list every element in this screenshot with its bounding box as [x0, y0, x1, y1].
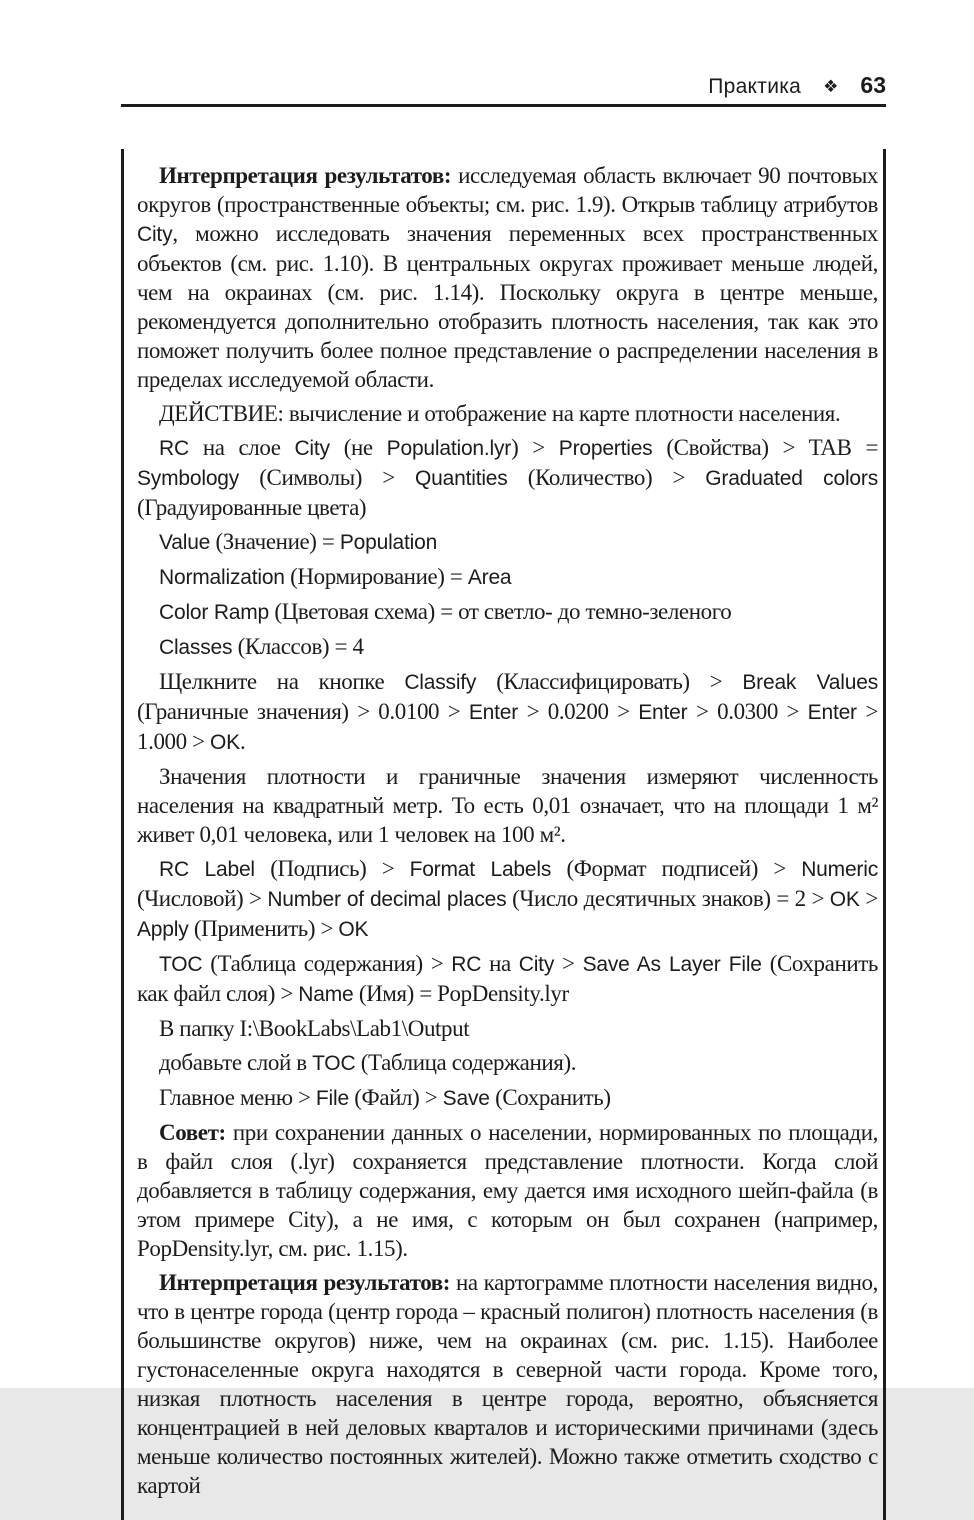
ui-term: RC Label — [159, 858, 255, 881]
text-run: ДЕЙСТВИЕ: вычисление и отображение на карте плотности населения. — [159, 401, 841, 426]
paragraph — [137, 161, 878, 394]
text-run: (Граничные значения) > 0.0100 > — [137, 699, 469, 724]
text-run: > — [859, 886, 879, 911]
ui-term: OK — [338, 918, 369, 941]
paragraph — [137, 1014, 878, 1043]
paragraph — [137, 949, 878, 1009]
text-run: (Имя) = PopDensity.lyr — [353, 981, 569, 1006]
running-head — [121, 0, 886, 99]
text-run: (Цветовая схема) = от светло- до темно-зеленого — [269, 599, 732, 624]
ui-term: Value — [159, 531, 211, 554]
text-run: В папку I:\BookLabs\Lab1\Output — [159, 1016, 470, 1041]
text-run: на — [481, 951, 519, 976]
ui-term: OK — [210, 731, 240, 754]
ui-term: TOC — [159, 953, 203, 976]
text-run: Главное меню > — [159, 1085, 316, 1110]
paragraph — [137, 667, 878, 757]
text-run: добавьте слой в — [159, 1050, 313, 1075]
page-frame — [121, 0, 886, 1520]
ui-term: Normalization — [159, 566, 285, 589]
ui-term: City — [137, 223, 173, 246]
paragraph — [137, 632, 878, 662]
text-run: (Классов) = 4 — [232, 634, 364, 659]
paragraph — [137, 1268, 878, 1500]
ui-term: RC — [451, 953, 482, 976]
text-run: (Сохранить) — [489, 1085, 611, 1110]
paragraph — [137, 527, 878, 557]
text-run: (Подпись) > — [254, 856, 410, 881]
ui-term: Save As Layer File — [582, 953, 762, 976]
ui-term: Area — [467, 566, 512, 589]
ui-term: Break Values — [742, 671, 879, 694]
text-run: при сохранении данных о населении, нормированных по площади, в файл слоя (.lyr) сохраняется представление плотности. Когда слой добавляется в таблицу содержания, ему дается имя исходного шейп-файла (в этом примере City), а не имя, с которым он был сохранен (например, PopDensity.lyr, см. рис. 1.15). — [137, 1120, 878, 1261]
ui-term: Quantities — [415, 467, 508, 490]
text-run: , можно исследовать значения переменных всех пространственных объектов (см. рис. 1.10). В центральных округах проживает меньше людей, чем на окраинах (см. рис. 1.14). Поскольку округа в центре меньше, рекомендуется дополнительно отобразить плотность населения, так как это поможет получить более полное представление о распределении населения в пределах исследуемой области. — [137, 221, 878, 392]
paragraph — [137, 562, 878, 592]
text-run: (Свойства) > TAB = — [652, 435, 879, 460]
paragraph — [137, 433, 878, 522]
text-run: . — [239, 729, 246, 754]
text-run: (Числовой) > — [137, 886, 268, 911]
ui-term: OK — [829, 888, 860, 911]
text-run: Щелкните на кнопке — [159, 669, 405, 694]
text-run: на картограмме плотности населения видно, что в центре города (центр города – красный полигон) плотность населения (в большинстве округов) ниже, чем на окраинах (см. рис. 1.15). Наиболее густонаселенные округа находятся в северной части города. Кроме того, низкая плотность населения в центре города, вероятно, объясняется концентрацией в ней деловых кварталов и историческими причинами (здесь меньше количество постоянных жителей). Можно также отметить сходство с картой — [137, 1270, 878, 1498]
ui-term: Classify — [404, 671, 477, 694]
ui-term: Enter — [807, 701, 857, 724]
paragraph — [137, 597, 878, 627]
ui-term: City — [294, 437, 330, 460]
ui-term: Population.lyr — [386, 437, 512, 460]
header-rule — [121, 104, 886, 107]
text-run: (Градуированные цвета) — [137, 495, 367, 520]
ui-term: Enter — [638, 701, 688, 724]
paragraph — [137, 1083, 878, 1113]
text-run: (Символы) > — [239, 465, 416, 490]
text-run: исследуемая область включает 90 почтовых округов (пространственные объекты; см. рис. 1.9). Открыв таблицу атрибутов — [137, 163, 878, 217]
text-run: (Таблица содержания) > — [202, 951, 452, 976]
text-run: > 0.0200 > — [518, 699, 639, 724]
text-run: > 1.000 > — [137, 699, 878, 754]
text-run: Совет: — [159, 1120, 226, 1145]
text-run: (Сохранить как файл слоя) > — [137, 951, 879, 1006]
text-run: Значения плотности и граничные значения измеряют численность населения на квадратный метр. То есть 0,01 означает, что на площади 1 м² живет 0,01 человека, или 1 человек на 100 м². — [137, 764, 878, 847]
paragraph — [137, 399, 878, 428]
text-run: (Нормирование) = — [284, 564, 468, 589]
text-run: > — [554, 951, 583, 976]
text-run: (Формат подписей) > — [551, 856, 802, 881]
ui-term: Number of decimal places — [267, 888, 507, 911]
content-box — [121, 149, 886, 1520]
text-run: (не — [329, 435, 387, 460]
page-number: 63 — [860, 72, 886, 98]
diamond-ornament-icon: ❖ — [823, 77, 839, 96]
ui-term: Symbology — [137, 467, 240, 490]
running-head-title: Практика — [708, 75, 802, 98]
ui-term: Name — [298, 983, 354, 1006]
ui-term: Classes — [159, 636, 233, 659]
ui-term: Numeric — [801, 858, 878, 881]
text-run: Интерпретация результатов: — [159, 163, 452, 188]
ui-term: File — [315, 1087, 349, 1110]
paragraph — [137, 1118, 878, 1263]
ui-term: Format Labels — [409, 858, 552, 881]
text-run: Интерпретация результатов: — [159, 1270, 451, 1295]
ui-term: Apply — [137, 918, 189, 941]
text-run: (Число десятичных знаков) = 2 > — [506, 886, 830, 911]
text-run: (Таблица содержания). — [355, 1050, 577, 1075]
paragraph — [137, 1048, 878, 1078]
text-run: ) > — [511, 435, 559, 460]
ui-term: Save — [442, 1087, 490, 1110]
ui-term: RC — [159, 437, 189, 460]
ui-term: Population — [339, 531, 438, 554]
paragraph — [137, 854, 878, 944]
text-run: (Применить) > — [188, 916, 339, 941]
ui-term: City — [518, 953, 555, 976]
ui-term: Enter — [468, 701, 519, 724]
text-run: на слое — [188, 435, 295, 460]
paragraph — [137, 762, 878, 849]
ui-term: Properties — [558, 437, 653, 460]
text-run: (Значение) = — [210, 529, 340, 554]
ui-term: TOC — [312, 1052, 356, 1075]
text-run: > 0.0300 > — [687, 699, 808, 724]
text-run: (Количество) > — [507, 465, 706, 490]
text-run: (Файл) > — [348, 1085, 443, 1110]
ui-term: Graduated colors — [705, 467, 879, 490]
ui-term: Color Ramp — [159, 601, 270, 624]
text-run: (Классифицировать) > — [476, 669, 743, 694]
